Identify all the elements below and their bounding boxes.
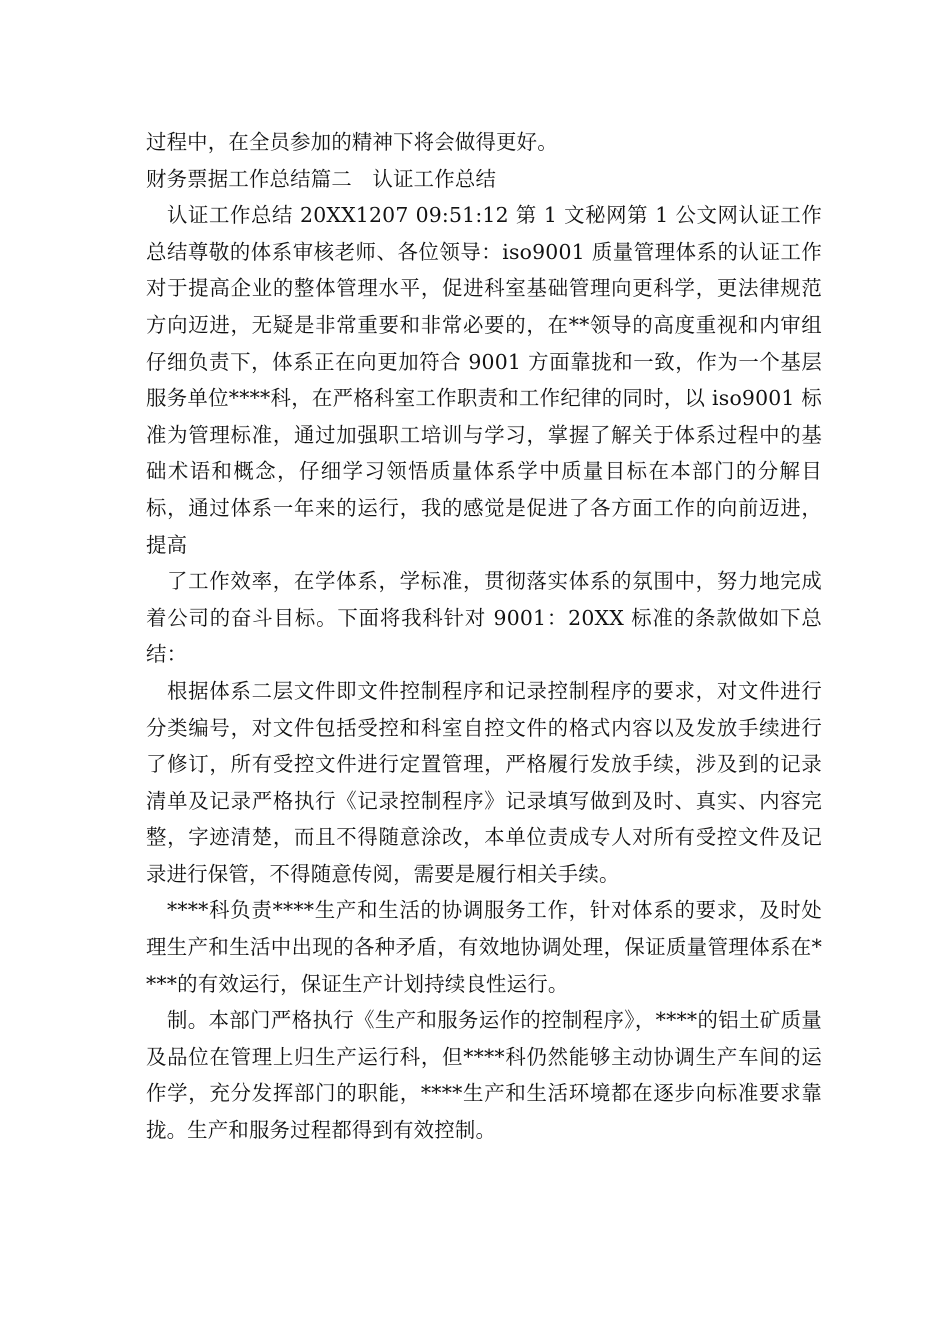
paragraph-certification-summary: 认证工作总结 20XX1207 09:51:12 第 1 文秘网第 1 公文网认证工作总结尊敬的体系审核老师、各位领导：iso9001 质量管理体系的认证工作对于提高企业的整体管理水平，促进科室基础管理向更科学，更法律规范方向迈进，无疑是非常重要和非常必要的，在**领导的高度重视和内审组仔细负责下，体系正在向更加符合 9001 方面靠拢和一致，作为一个基层服务单位****科，在严格科室工作职责和工作纪律的同时，以 iso9001 标准为管理标准，通过加强职工培训与学习，掌握了解关于体系过程中的基础术语和概念，仔细学习领悟质量体系学中质量目标在本部门的分解目标，通过体系一年来的运行，我的感觉是促进了各方面工作的向前迈进，提高 [146, 203, 822, 557]
section-heading: 财务票据工作总结篇二 认证工作总结 [146, 166, 497, 191]
document-body [146, 124, 822, 1149]
paragraph-efficiency: 了工作效率，在学体系，学标准，贯彻落实体系的氛围中，努力地完成着公司的奋斗目标。下面将我科针对 9001：20XX 标准的条款做如下总结： [146, 569, 822, 667]
paragraph-document-control: 根据体系二层文件即文件控制程序和记录控制程序的要求，对文件进行分类编号，对文件包括受控和科室自控文件的格式内容以及发放手续进行了修订，所有受控文件进行定置管理，严格履行发放手续，涉及到的记录清单及记录严格执行《记录控制程序》记录填写做到及时、真实、内容完整，字迹清楚，而且不得随意涂改，本单位责成专人对所有受控文件及记录进行保管，不得随意传阅，需要是履行相关手续。 [146, 678, 822, 886]
paragraph-intro-end: 过程中，在全员参加的精神下将会做得更好。 [146, 130, 558, 154]
paragraph-coordination-service: ****科负责****生产和生活的协调服务工作，针对体系的要求，及时处理生产和生活中出现的各种矛盾，有效地协调处理，保证质量管理体系在****的有效运行，保证生产计划持续良性运行。 [146, 898, 822, 996]
paragraph-production-control: 制。本部门严格执行《生产和服务运作的控制程序》，****的铝土矿质量及品位在管理上归生产运行科，但****科仍然能够主动协调生产车间的运作学，充分发挥部门的职能，****生产和生活环境都在逐步向标准要求靠拢。生产和服务过程都得到有效控制。 [146, 1008, 822, 1143]
